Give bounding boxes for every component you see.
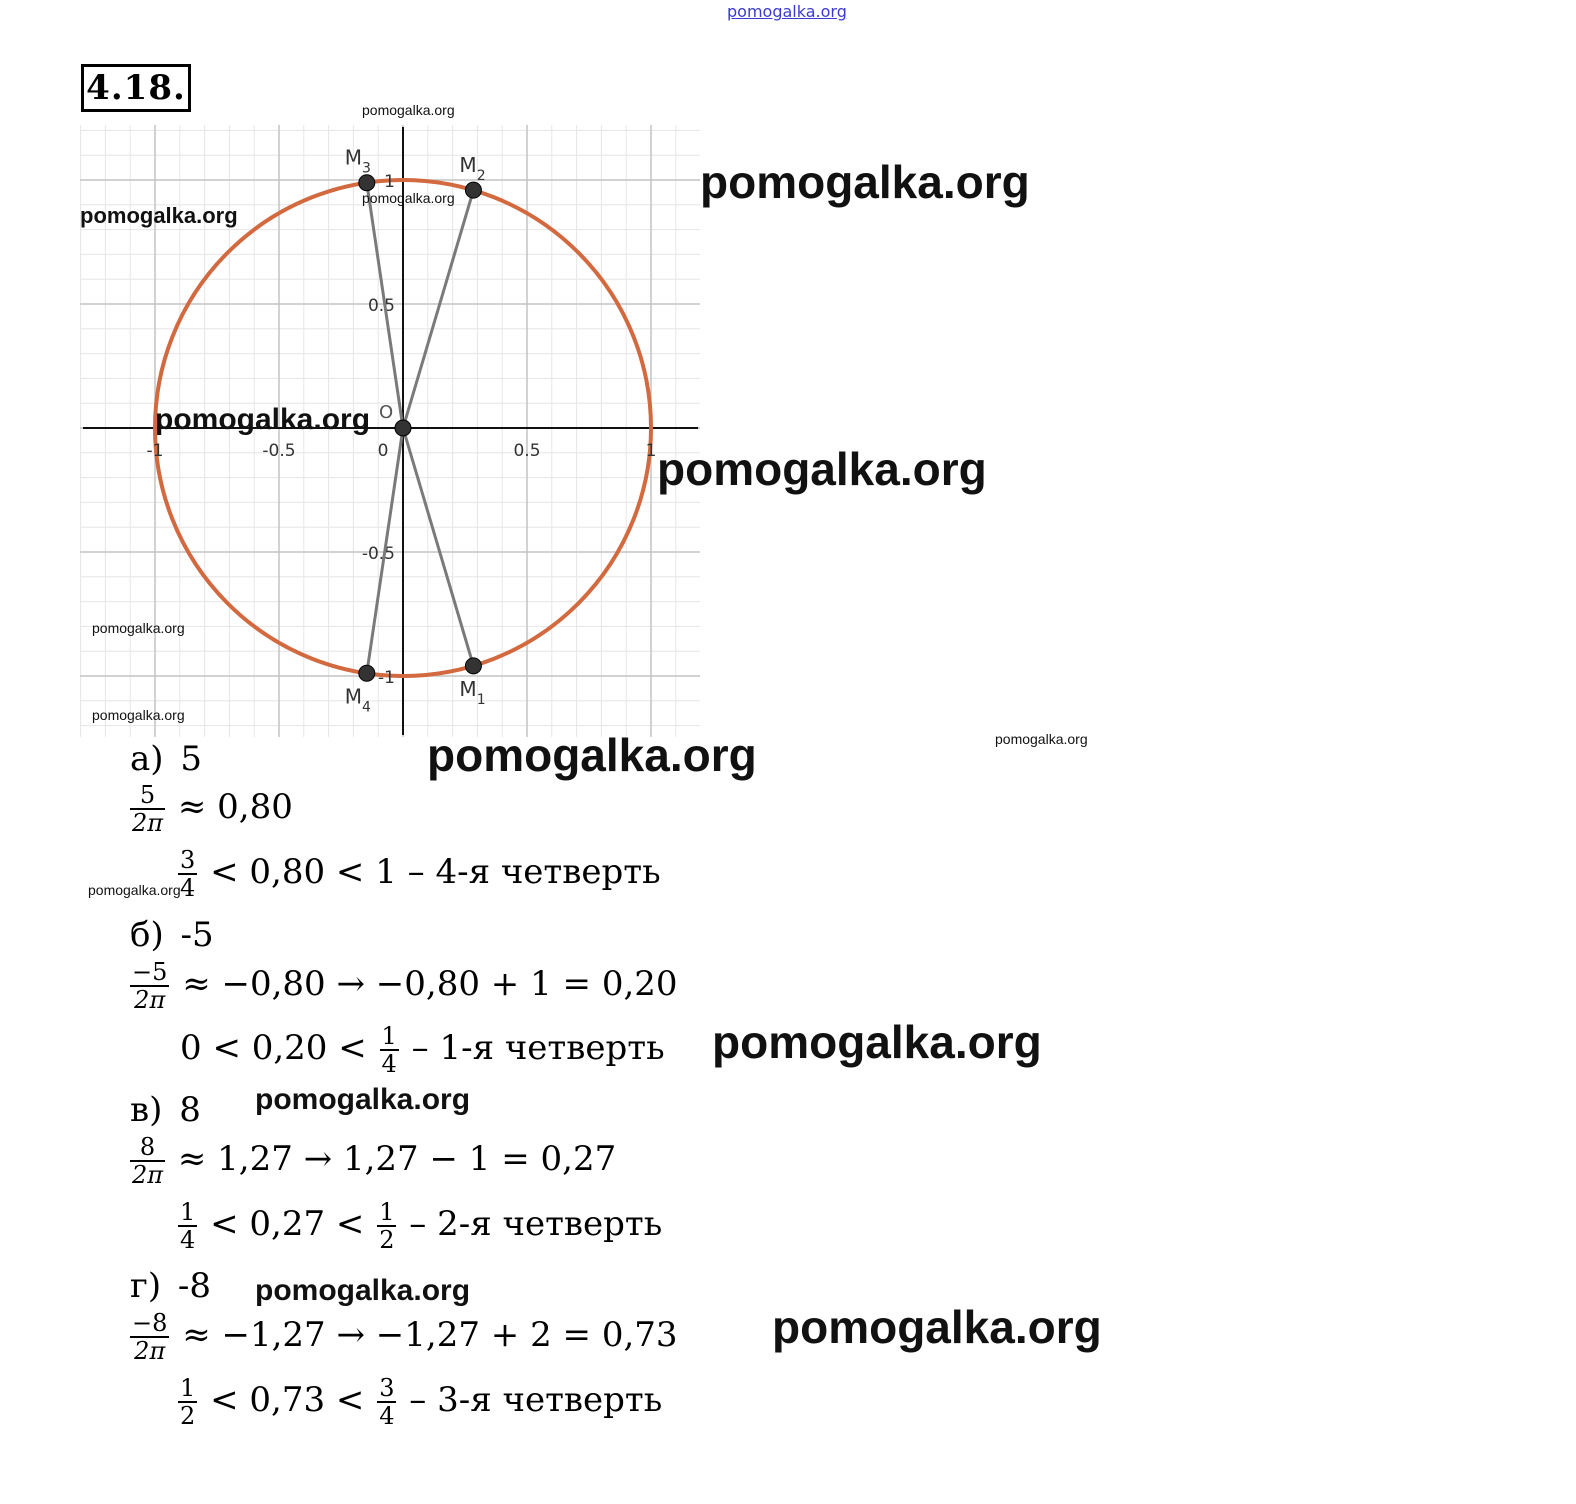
watermark: pomogalka.org	[362, 102, 455, 118]
problem-number: 4.18.	[81, 64, 191, 112]
part-a-step1	[128, 782, 293, 836]
watermark: pomogalka.org	[362, 190, 455, 206]
fraction-numerator: 1	[180, 1198, 196, 1226]
part-value: -5	[180, 915, 214, 955]
inequality: < 0,73 <	[210, 1380, 365, 1420]
fraction-numerator: 1	[180, 1374, 196, 1402]
fraction-denominator: 4	[381, 1050, 397, 1078]
point-marker	[465, 658, 481, 674]
approx-expression: ≈ 1,27 → 1,27 − 1 = 0,27	[177, 1139, 617, 1179]
part-value: 5	[180, 739, 202, 779]
part-value: 8	[179, 1090, 201, 1130]
fraction-denominator: 4	[379, 1402, 395, 1430]
part-label: г)	[130, 1266, 162, 1306]
part-label: б)	[130, 915, 164, 955]
fraction-denominator: 2π	[134, 1337, 166, 1365]
quarter-result: – 3-я четверть	[409, 1380, 663, 1420]
fraction-numerator: 1	[381, 1022, 397, 1050]
fraction-denominator: 2π	[132, 809, 164, 837]
fraction	[130, 1310, 169, 1364]
part-c-header	[130, 1090, 201, 1130]
fraction	[178, 1375, 197, 1429]
part-a-header	[130, 739, 202, 779]
part-d-header	[130, 1266, 211, 1306]
point-label: $M_4$	[344, 684, 371, 716]
x-tick-label: 1	[645, 441, 657, 461]
part-label: а)	[130, 739, 164, 779]
fraction-denominator: 2π	[132, 1161, 164, 1189]
watermark: pomogalka.org	[995, 731, 1088, 747]
radius-segment	[403, 190, 473, 428]
part-b-header	[130, 915, 214, 955]
fraction	[130, 959, 169, 1013]
fraction-numerator: −5	[132, 958, 168, 986]
part-c-step2	[176, 1199, 662, 1253]
part-d-step1	[128, 1310, 678, 1364]
fraction	[377, 1199, 396, 1253]
fraction-numerator: −8	[132, 1309, 168, 1337]
point-label: $M_3$	[344, 145, 371, 177]
inequality: < 0,80 < 1	[210, 852, 397, 892]
fraction	[130, 1134, 165, 1188]
part-d-step2	[176, 1375, 662, 1429]
fraction	[178, 847, 197, 901]
quarter-result: – 2-я четверть	[409, 1204, 663, 1244]
top-watermark-link[interactable]: pomogalka.org	[727, 2, 847, 21]
fraction	[380, 1023, 399, 1077]
fraction-denominator: 2	[180, 1402, 196, 1430]
fraction-numerator: 8	[130, 1134, 165, 1162]
watermark: pomogalka.org	[155, 403, 371, 436]
watermark: pomogalka.org	[255, 1083, 471, 1116]
part-label: в)	[130, 1090, 163, 1130]
x-tick-label: -0.5	[262, 441, 296, 461]
point-marker	[359, 665, 375, 681]
y-tick-label: -1	[378, 668, 395, 688]
fraction	[178, 1199, 197, 1253]
origin-label: O	[379, 402, 394, 423]
part-a-step2	[176, 847, 661, 901]
radius-segment	[403, 428, 473, 666]
watermark: pomogalka.org	[772, 1301, 1102, 1353]
x-tick-label: 0.5	[513, 441, 541, 461]
watermark: pomogalka.org	[427, 729, 757, 781]
fraction	[130, 782, 165, 836]
watermark: pomogalka.org	[92, 620, 185, 636]
point-label: $M_2$	[459, 153, 486, 185]
part-b-step1	[128, 959, 678, 1013]
watermark: pomogalka.org	[80, 203, 238, 228]
x-tick-label: -1	[146, 441, 164, 461]
point-marker	[359, 175, 375, 191]
inequality: < 0,27 <	[210, 1204, 365, 1244]
fraction-numerator: 5	[130, 782, 165, 810]
fraction	[377, 1375, 396, 1429]
approx-expression: ≈ −0,80 → −0,80 + 1 = 0,20	[182, 964, 678, 1004]
watermark: pomogalka.org	[92, 707, 185, 723]
fraction-denominator: 4	[180, 1226, 196, 1254]
fraction-numerator: 3	[180, 846, 196, 874]
approx-expression: ≈ 0,80	[177, 787, 293, 827]
watermark: pomogalka.org	[255, 1274, 471, 1307]
part-b-step2	[180, 1023, 665, 1077]
fraction-numerator: 3	[379, 1374, 395, 1402]
watermark: pomogalka.org	[712, 1016, 1042, 1068]
watermark: pomogalka.org	[700, 156, 1030, 208]
part-c-step1	[128, 1134, 616, 1188]
quarter-result: – 1-я четверть	[411, 1028, 665, 1068]
inequality: 0 < 0,20 <	[180, 1028, 367, 1068]
quarter-result: – 4-я четверть	[407, 852, 661, 892]
part-value: -8	[177, 1266, 212, 1306]
x-tick-label: 0	[377, 441, 389, 461]
y-tick-label: 1	[384, 172, 395, 192]
point-marker	[465, 182, 481, 198]
watermark: pomogalka.org	[657, 443, 987, 495]
watermark: pomogalka.org	[88, 882, 181, 898]
fraction-denominator: 2π	[134, 986, 166, 1014]
fraction-numerator: 1	[379, 1198, 395, 1226]
y-tick-label: 0.5	[367, 296, 395, 316]
approx-expression: ≈ −1,27 → −1,27 + 2 = 0,73	[182, 1315, 678, 1355]
fraction-denominator: 4	[180, 874, 196, 902]
point-label: $M_1$	[459, 676, 486, 708]
origin-point	[395, 420, 411, 436]
fraction-denominator: 2	[379, 1226, 395, 1254]
y-tick-label: -0.5	[361, 544, 395, 564]
